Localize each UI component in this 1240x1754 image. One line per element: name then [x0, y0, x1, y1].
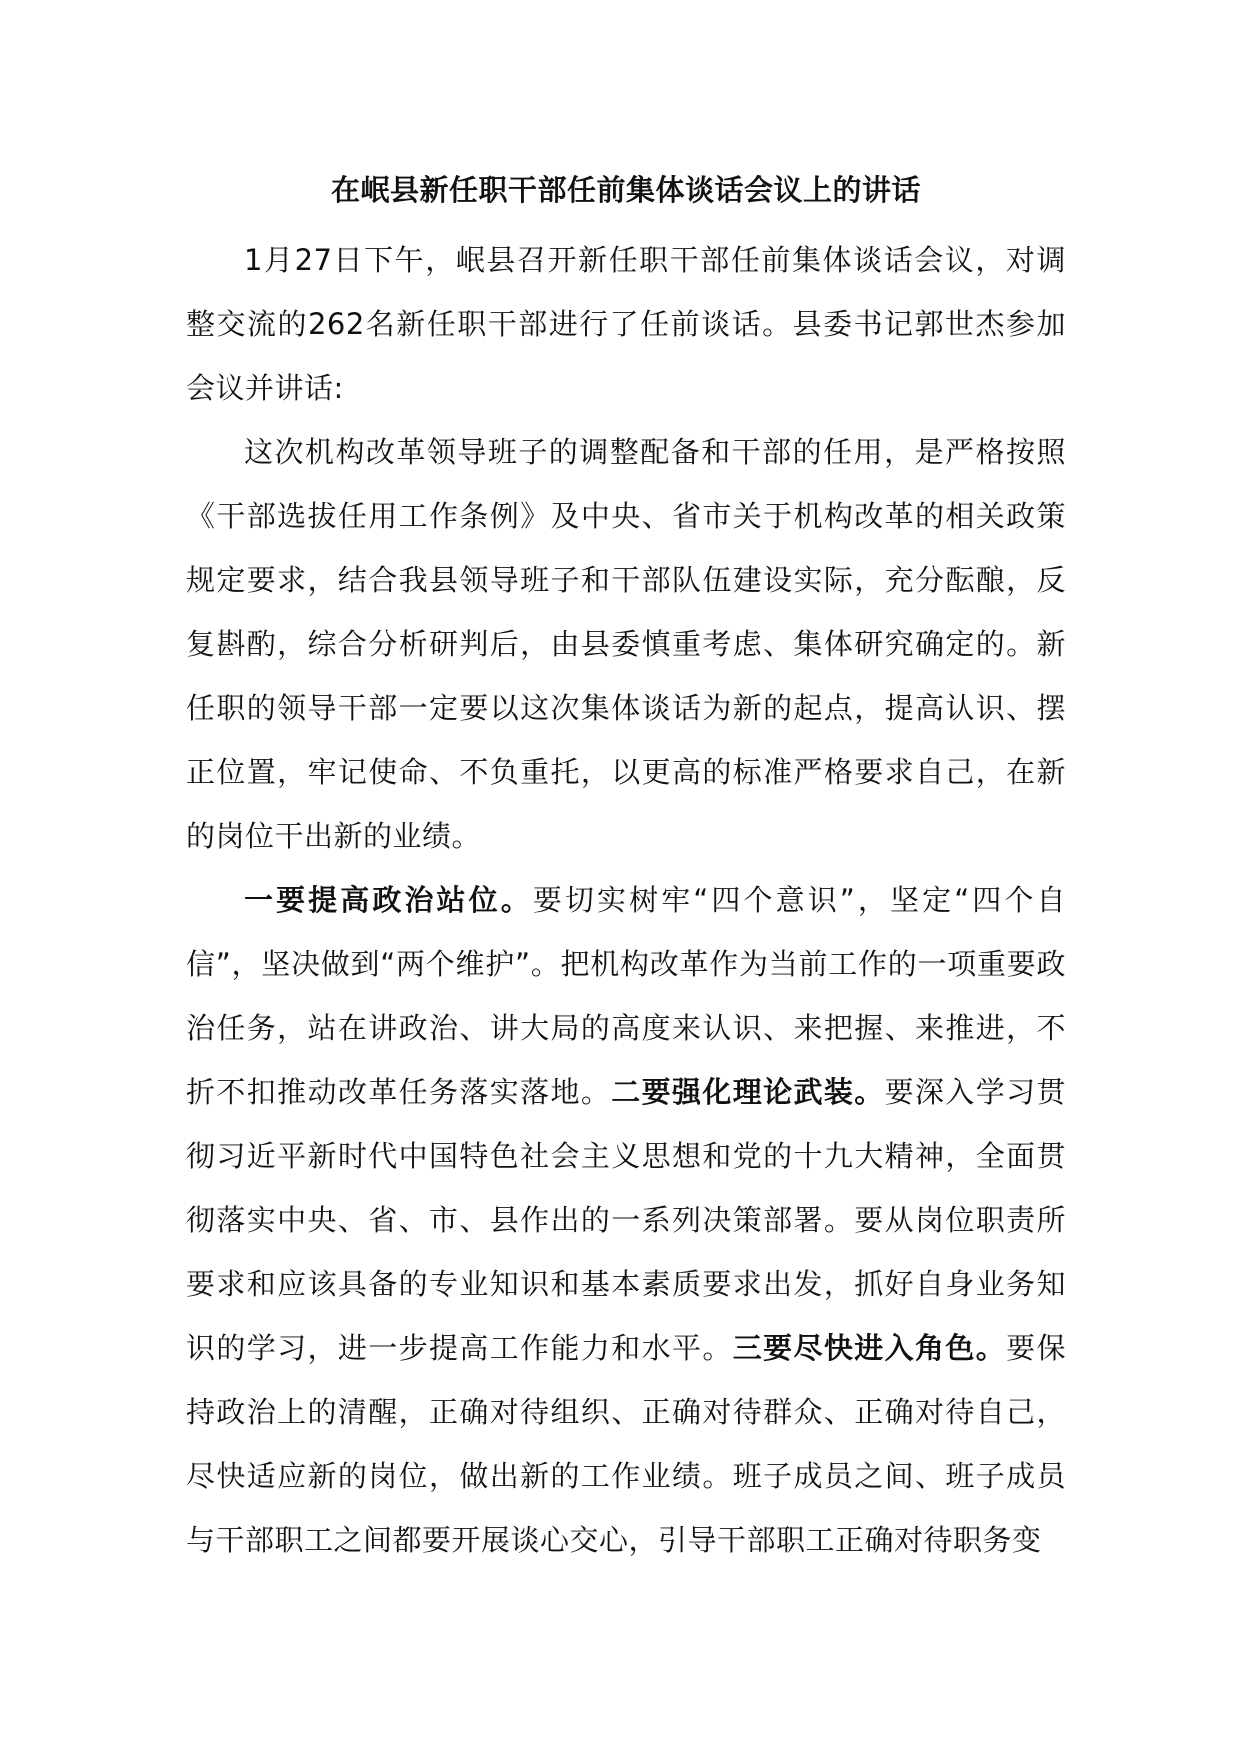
- paragraph-requirements: [186, 868, 1066, 1572]
- heading-enter-role: 三要尽快进入角色。: [732, 1331, 1007, 1365]
- heading-political-stance: 一要提高政治站位。: [244, 883, 533, 917]
- paragraph-meeting-intro: 1月27日下午，岷县召开新任职干部任前集体谈话会议，对调整交流的262名新任职干部进行了任前谈话。县委书记郭世杰参加会议并讲话:: [186, 243, 1066, 405]
- document-title: 在岷县新任职干部任前集体谈话会议上的讲话: [330, 173, 921, 207]
- text-theory-study: 要深入学习贯彻习近平新时代中国特色社会主义思想和党的十九大精神，全面贯彻落实中央、省、市、县作出的一系列决策部署。要从岗位职责所要求和应该具备的专业知识和基本素质要求出发，抓好自身业务知识的学习，进一步提高工作能力和水平。: [186, 1075, 1066, 1365]
- text-political-stance: 要切实树牢“四个意识”，坚定“四个自信”，坚决做到“两个维护”。把机构改革作为当前工作的一项重要政治任务，站在讲政治、讲大局的高度来认识、来把握、来推进，不折不扣推动改革任务落实落地。: [186, 883, 1066, 1109]
- document-page: [186, 170, 1066, 1572]
- heading-theory-study: 二要强化理论武装。: [611, 1075, 885, 1109]
- paragraph-cadre-appointment: 这次机构改革领导班子的调整配备和干部的任用，是严格按照《干部选拔任用工作条例》及中央、省市关于机构改革的相关政策规定要求，结合我县领导班子和干部队伍建设实际，充分酝酿，反复斟酌，综合分析研判后，由县委慎重考虑、集体研究确定的。新任职的领导干部一定要以这次集体谈话为新的起点，提高认识、摆正位置，牢记使命、不负重托，以更高的标准严格要求自己，在新的岗位干出新的业绩。: [186, 435, 1066, 853]
- text-enter-role: 要保持政治上的清醒，正确对待组织、正确对待群众、正确对待自己，尽快适应新的岗位，做出新的工作业绩。班子成员之间、班子成员与干部职工之间都要开展谈心交心，引导干部职工正确对待职务变: [186, 1331, 1066, 1557]
